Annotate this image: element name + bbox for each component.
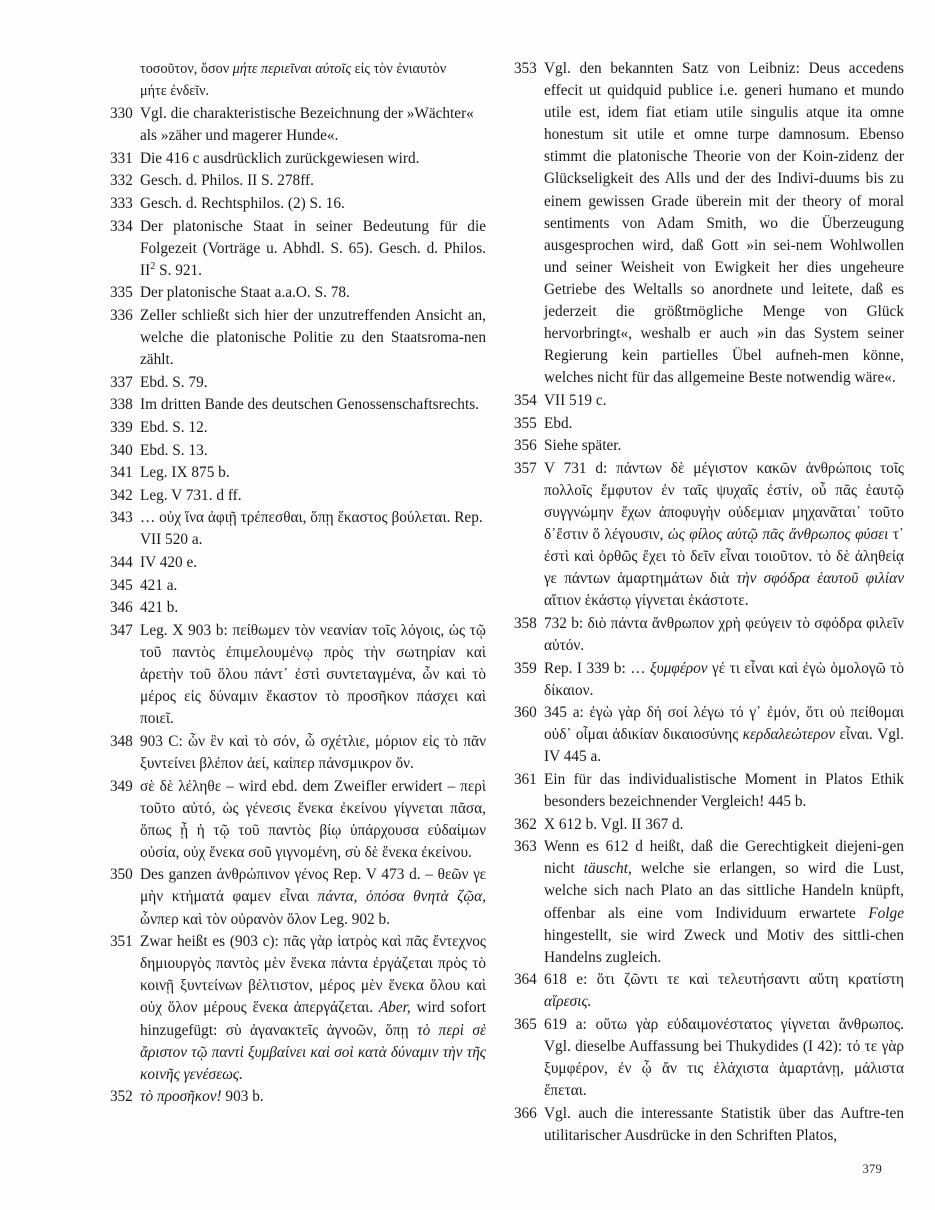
endnote-332: [110, 170, 486, 192]
endnote-number: 350: [110, 866, 133, 884]
endnote-text: Vgl. die charakteristische Bezeichnung der »Wächter« als »zäher und magerer Hunde«.: [140, 105, 474, 145]
endnote-341: [110, 462, 486, 484]
endnote-360: [514, 702, 904, 768]
endnote-347: [110, 620, 486, 730]
endnote-340: [110, 440, 486, 462]
endnote-348: [110, 731, 486, 775]
endnote-text: IV 420 e.: [140, 554, 198, 572]
endnote-number: 365: [514, 1016, 537, 1034]
endnote-text: V 731 d: πάντων δὲ μέγιστον κακῶν ἀνθρώποις τοῖς πολλοῖς ἔμφυτον ἐν ταῖς ψυχαῖς ἐστίν, οὗ πᾶς ἑαυτῷ συγγνώμην ἔχων ἀποφυγὴν οὐδεμιαν μηχανᾶται᾿ τοῦτο δ᾿ἔστιν ὅ λέγουσιν, ὡς φίλος αὑτῷ πᾶς ἄνθρωπος φύσει τ᾿ ἐστὶ καὶ ὀρθῶς ἔχει τὸ δεῖν εἶναι τοιοῦτον. τὸ δὲ ἀληθείᾳ γε πάντων ἁμαρτημάτων διὰ τὴν σφόδρα ἑαυτοῦ φιλίαν αἴτιον ἑκάστῳ γίγνεται ἑκάστοτε.: [544, 459, 904, 610]
endnote-number: 334: [110, 217, 133, 235]
endnote-text: Leg. X 903 b: πείθωμεν τὸν νεανίαν τοῖς λόγοις, ὡς τῷ τοῦ παντὸς ἐπιμελουμένῳ πρὸς τὴν σωτηρίαν καὶ ἀρετὴν τοῦ ὅλου πάντ᾿ ἐστὶ συντεταγμένα, ὧν καὶ τὸ μέρος εἰς δύναμιν ἕκαστον τὸ προσῆκον πάσχει καὶ ποιεῖ.: [140, 621, 486, 728]
endnote-text: Rep. I 339 b: … ξυμφέρον γέ τι εἶναι καὶ ἐγὼ ὁμολογῶ τὸ δίκαιον.: [544, 659, 904, 699]
left-column: [110, 58, 486, 1210]
endnote-331: [110, 148, 486, 170]
continuation-line-1: τοσοῦτον, ὅσον μήτε περιεῖναι αὐτοῖς εἰς τὸν ἐνιαυτὸν: [140, 61, 447, 77]
endnote-343: [110, 507, 486, 551]
endnote-number: 330: [110, 105, 133, 123]
endnote-text: Zwar heißt es (903 c): πᾶς γὰρ ἰατρὸς καὶ πᾶς ἔντεχνος δημιουργὸς παντὸς μὲν ἕνεκα πάντα ἐργάζεται πρὸς τὸ κοινῇ ξυντείνων βέλτιστον, μέρος μὲν ἕνεκα ὅλου καὶ οὐχ ὅλον μέρους ἕνεκα ἀπεργάζεται. Aber, wird sofort hinzugefügt: σὺ ἀγανακτεῖς ἀγνοῶν, ὅπῃ τὸ περὶ σὲ ἄριστον τῷ παντὶ ξυμβαίνει καὶ σοὶ κατὰ δύναμιν τὴν τῆς κοινῆς γενέσεως.: [140, 933, 486, 1083]
left-notes-list: [110, 103, 486, 1108]
endnote-350: [110, 864, 486, 930]
endnote-number: 333: [110, 195, 133, 213]
endnote-354: [514, 390, 904, 412]
endnote-text: Zeller schließt sich hier der unzutreffenden Ansicht an, welche die platonische Politie zu den Staatsroma-nen zählt.: [140, 307, 486, 369]
endnote-number: 361: [514, 771, 537, 788]
page-number: 379: [862, 1162, 882, 1176]
endnote-text: 619 a: οὕτω γὰρ εὐδαιμονέστατος γίγνεται ἄνθρωπος. Vgl. dieselbe Auffassung bei Thukydides (I 42): τό τε γὰρ ξυμφέρον, ἐν ᾧ ἄν τις ἐλάχιστα ἁμαρτάνῃ, μάλιστα ἕπεται.: [544, 1016, 904, 1100]
endnote-text: σὲ δὲ λέληθε – wird ebd. dem Zweifler erwidert – περὶ τοῦτο αὐτό, ὡς γένεσις ἕνεκα ἐκείνου γίγνεται πᾶσα, ὅπως ᾖ ἡ τῷ τοῦ παντὸς βίῳ ὑπάρχουσα εὐδαίμων οὐσία, οὐχ ἕνεκα σοῦ γιγνομένη, σὺ δὲ ἕνεκα ἐκείνου.: [140, 777, 486, 861]
endnote-number: 343: [110, 509, 133, 527]
endnote-number: 356: [514, 437, 537, 455]
endnote-text: Vgl. den bekannten Satz von Leibniz: Deus accedens effecit ut quidquid publice i.e. generi humano et mundo utile est, idem fiat etiam utile singulis atque ita omne honestum sit utile et omne turpe damnosum. Ebenso stimmt die platonische Theorie von der Koin-zidenz der Glückseligkeit des Alls und der des Indivi-duums bis zu einem gewissen Grade überein mit der theory of moral sentiments von Adam Smith, wo die Überzeugung ausgesprochen wird, daß Gott »in sei-nem Wohlwollen und seiner Weisheit von Ewigkeit her dies ungeheure Getriebe des Weltalls so anordnete und leitete, daß es jederzeit die größtmögliche Menge von Glück hervorbringt«, weshalb er auch »in das System seiner Regierung kein partielles Übel aufneh-men könne, welches nicht für das allgemeine Beste notwendig wäre«.: [544, 60, 904, 387]
endnote-text: Ebd. S. 13.: [140, 441, 208, 459]
endnote-text: Im dritten Bande des deutschen Genossenschaftsrechts.: [140, 396, 479, 414]
endnote-text: Gesch. d. Rechtsphilos. (2) S. 16.: [140, 195, 345, 213]
endnote-text: Der platonische Staat a.a.O. S. 78.: [140, 284, 350, 302]
endnote-number: 354: [514, 391, 537, 409]
endnote-text: … οὐχ ἵνα ἀφιῇ τρέπεσθαι, ὅπῃ ἕκαστος βούλεται. Rep. VII 520 a.: [140, 509, 483, 549]
endnote-text: Die 416 c ausdrücklich zurückgewiesen wird.: [140, 149, 420, 167]
endnote-text: X 612 b. Vgl. II 367 d.: [544, 815, 684, 833]
endnote-text: Leg. V 731. d ff.: [140, 486, 242, 504]
endnote-text: Ebd. S. 12.: [140, 419, 208, 436]
endnote-text: Siehe später.: [544, 437, 622, 455]
endnote-351: [110, 931, 486, 1086]
endnote-355: [514, 413, 904, 435]
endnote-text: τὸ προσῆκον! 903 b.: [140, 1088, 264, 1106]
endnote-number: 364: [514, 971, 537, 989]
endnote-342: [110, 485, 486, 507]
endnote-number: 340: [110, 441, 133, 459]
endnote-text: 732 b: διὸ πάντα ἄνθρωπον χρὴ φεύγειν τὸ σφόδρα φιλεῖν αὑτόν.: [544, 614, 904, 654]
endnote-346: [110, 597, 486, 619]
endnote-number: 347: [110, 621, 133, 639]
endnote-number: 346: [110, 599, 133, 617]
endnote-number: 359: [514, 659, 537, 677]
endnote-text: Leg. IX 875 b.: [140, 464, 230, 482]
endnote-363: [514, 836, 904, 969]
endnote-338: [110, 394, 486, 416]
endnote-text: Ebd.: [544, 414, 573, 432]
endnote-number: 339: [110, 419, 133, 436]
endnote-text: 421 b.: [140, 599, 179, 617]
endnote-text: Wenn es 612 d heißt, daß die Gerechtigkeit diejeni-gen nicht täuscht, welche sie erlangen, so wird die Lust, welche sich nach Plato an das sittliche Handeln knüpft, offenbar als eine vom Individuum erwartete Folge hingestellt, sie wird Zweck und Motiv des sittli-chen Handelns zugleich.: [544, 838, 904, 966]
endnote-358: [514, 613, 904, 657]
endnote-337: [110, 372, 486, 394]
endnote-text: Des ganzen ἀνθρώπινον γένος Rep. V 473 d. – θεῶν γε μὴν κτήματά φαμεν εἶναι πάντα, ὁπόσα θνητὰ ζῷα, ὧνπερ καὶ τὸν οὐρανὸν ὅλον Leg. 902 b.: [140, 866, 486, 928]
endnote-339: [110, 417, 486, 439]
endnote-349: [110, 776, 486, 864]
endnote-353: [514, 58, 904, 389]
endnote-text: Vgl. auch die interessante Statistik über das Auftre-ten utilitarischer Ausdrücke in den Schriften Platos,: [544, 1104, 904, 1144]
endnote-number: 337: [110, 373, 133, 391]
endnote-345: [110, 575, 486, 597]
endnote-number: 335: [110, 284, 133, 302]
endnote-number: 355: [514, 414, 537, 432]
endnote-number: 338: [110, 396, 133, 414]
endnote-text: 345 a: ἐγὼ γὰρ δή σοί λέγω τό γ᾿ ἐμόν, ὅτι οὐ πείθομαι οὐδ᾿ οἶμαι ἀδικίαν δικαιοσύνης κερδαλεώτερον εἶναι. Vgl. IV 445 a.: [544, 704, 904, 766]
endnote-number: 344: [110, 554, 133, 572]
endnote-344: [110, 552, 486, 574]
endnote-text: 421 a.: [140, 576, 178, 594]
endnote-text: 618 e: ὅτι ζῶντι τε καὶ τελευτήσαντι αὕτη κρατίστη αἵρεσις.: [544, 971, 904, 1011]
endnote-357: [514, 458, 904, 613]
endnote-number: 348: [110, 732, 133, 750]
endnote-330: [110, 103, 486, 147]
endnote-359: [514, 658, 904, 702]
endnote-number: 345: [110, 576, 133, 594]
continuation-line-2: μήτε ἐνδεῖν.: [140, 83, 210, 100]
endnote-number: 351: [110, 933, 133, 951]
endnote-text: Gesch. d. Philos. II S. 278ff.: [140, 172, 314, 190]
endnote-number: 342: [110, 486, 133, 504]
endnote-number: 332: [110, 172, 133, 190]
endnote-text: Ein für das individualistische Moment in Platos Ethik besonders bezeichnender Vergleich! 445 b.: [544, 771, 904, 811]
note-continuation-fragment: [110, 58, 486, 102]
endnote-text: Ebd. S. 79.: [140, 373, 208, 391]
endnote-352: [110, 1086, 486, 1108]
endnote-number: 357: [514, 459, 537, 477]
endnote-365: [514, 1014, 904, 1102]
endnote-text: Der platonische Staat in seiner Bedeutung für die Folgezeit (Vorträge u. Abhdl. S. 65). Gesch. d. Philos. $II^2$ S. 921.: [140, 217, 486, 279]
endnote-335: [110, 282, 486, 304]
endnote-text: 903 C: ὧν ἓν καὶ τὸ σόν, ὦ σχέτλιε, μόριον εἰς τὸ πᾶν ξυντείνει βλέπον ἀεί, καίπερ πάνσμικρον ὄν.: [140, 732, 486, 772]
right-column: [514, 58, 904, 1210]
endnote-362: [514, 814, 904, 836]
endnote-number: 362: [514, 815, 537, 833]
endnote-number: 358: [514, 614, 537, 632]
endnote-number: 352: [110, 1088, 133, 1106]
endnote-336: [110, 305, 486, 371]
endnote-334: [110, 216, 486, 282]
endnote-number: 366: [514, 1104, 537, 1122]
endnote-number: 336: [110, 307, 133, 325]
endnote-361: [514, 769, 904, 813]
endnote-number: 353: [514, 60, 537, 77]
endnote-text: VII 519 c.: [544, 391, 607, 409]
endnote-number: 349: [110, 777, 133, 795]
endnote-356: [514, 435, 904, 457]
endnote-366: [514, 1103, 904, 1147]
endnote-number: 363: [514, 838, 537, 856]
endnote-number: 360: [514, 704, 537, 722]
endnote-number: 341: [110, 464, 133, 482]
endnote-364: [514, 969, 904, 1013]
endnote-number: 331: [110, 149, 133, 167]
endnote-333: [110, 193, 486, 215]
right-notes-list: [514, 58, 904, 1147]
